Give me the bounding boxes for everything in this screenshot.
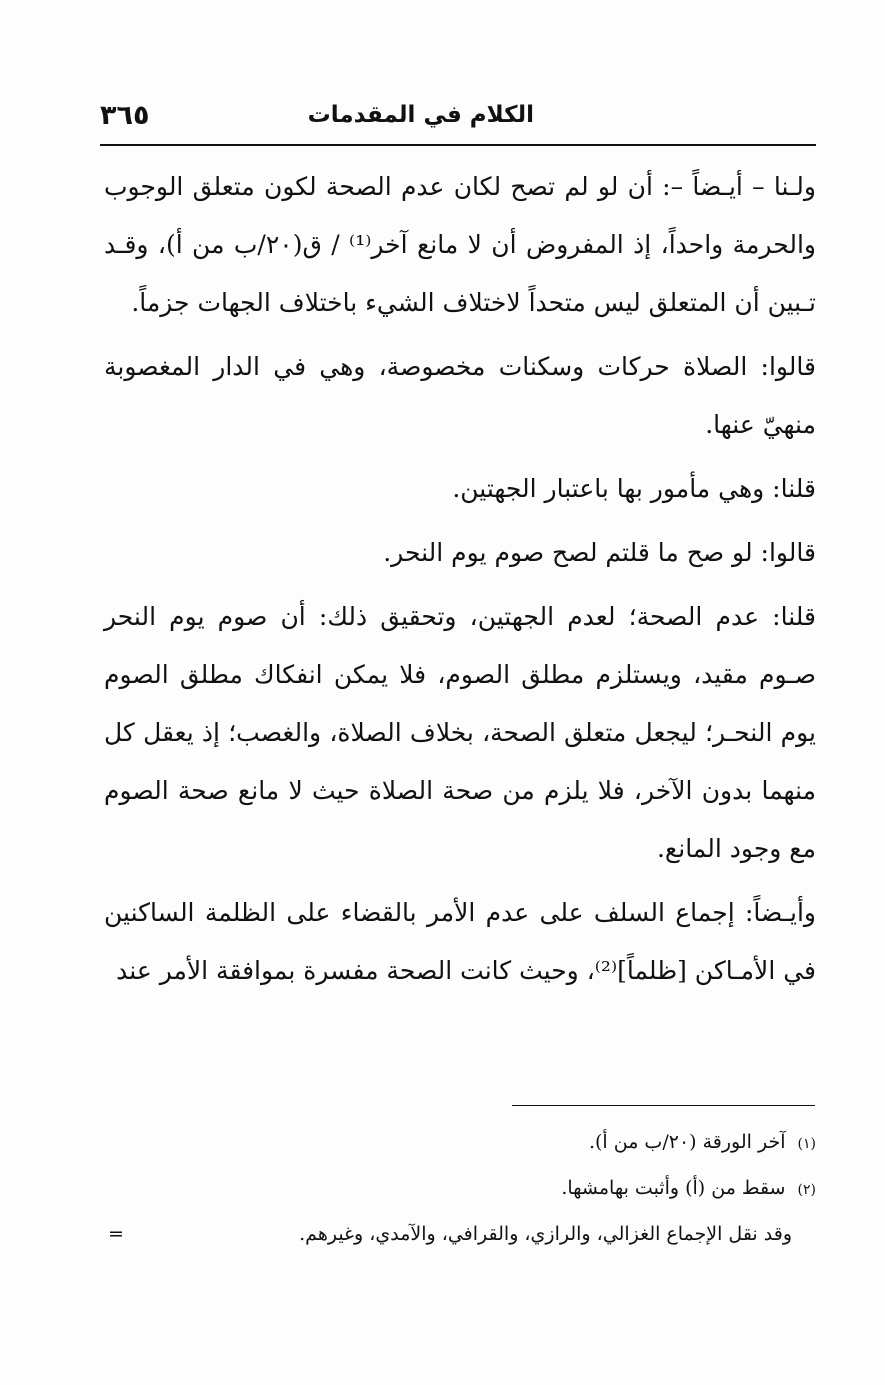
footnote-number: (٢)	[797, 1182, 816, 1198]
header-rule	[100, 144, 816, 146]
footnote-text: سقط من (أ) وأثبت بهامشها.	[561, 1177, 786, 1199]
paragraph-6: وأيـضاً: إجماع السلف على عدم الأمر بالقضاء على الظلمة الساكنين في الأمـاكن [ظلماً]⁽²⁾، وحيث كانت الصحة مفسرة بموافقة الأمر عند	[104, 898, 816, 985]
paragraph-3: قلنا: وهي مأمور بها باعتبار الجهتين.	[452, 474, 816, 503]
footnote-number: (١)	[797, 1136, 816, 1152]
paragraph-5: قلنا: عدم الصحة؛ لعدم الجهتين، وتحقيق ذلك: أن صوم يوم النحر صـوم مقيد، ويستلزم مطلق الصوم، فلا يمكن انفكاك مطلق الصوم يوم النحـر؛ ليجعل متعلق الصحة، بخلاف الصلاة، والغصب؛ إذ يعقل كل منهما بدون الآخر، فلا يلزم من صحة الصلاة حيث لا مانع صحة الصوم مع وجود المانع.	[104, 602, 816, 863]
footnote-separator	[512, 1105, 815, 1106]
paragraph-1: ولـنا – أيـضاً –: أن لو لم تصح لكان عدم الصحة لكون متعلق الوجوب والحرمة واحداً، إذ المفروض أن لا مانع آخر⁽¹⁾ / ق(٢٠/ب من أ)، وقـد تـبين أن المتعلق ليس متحداً لاختلاف الشيء باختلاف الجهات جزماً.	[104, 172, 816, 317]
footnote-text: آخر الورقة (٢٠/ب من أ).	[588, 1131, 786, 1153]
paragraph-4: قالوا: لو صح ما قلتم لصح صوم يوم النحر.	[383, 538, 816, 567]
paragraph-2: قالوا: الصلاة حركات وسكنات مخصوصة، وهي في الدار المغصوبة منهيّ عنها.	[104, 352, 816, 439]
page-header	[100, 100, 816, 140]
running-title: الكلام في المقدمات	[307, 102, 534, 128]
main-text	[104, 158, 816, 1006]
continuation-mark: =	[108, 1223, 124, 1245]
footnote-continuation	[104, 1212, 816, 1256]
footnotes	[104, 1120, 816, 1256]
page-number: ٣٦٥	[100, 100, 150, 131]
footnote-continuation-text: وقد نقل الإجماع الغزالي، والرازي، والقرافي، والآمدي، وغيرهم.	[299, 1223, 792, 1245]
footnote-2	[104, 1166, 816, 1212]
footnote-1	[104, 1120, 816, 1166]
